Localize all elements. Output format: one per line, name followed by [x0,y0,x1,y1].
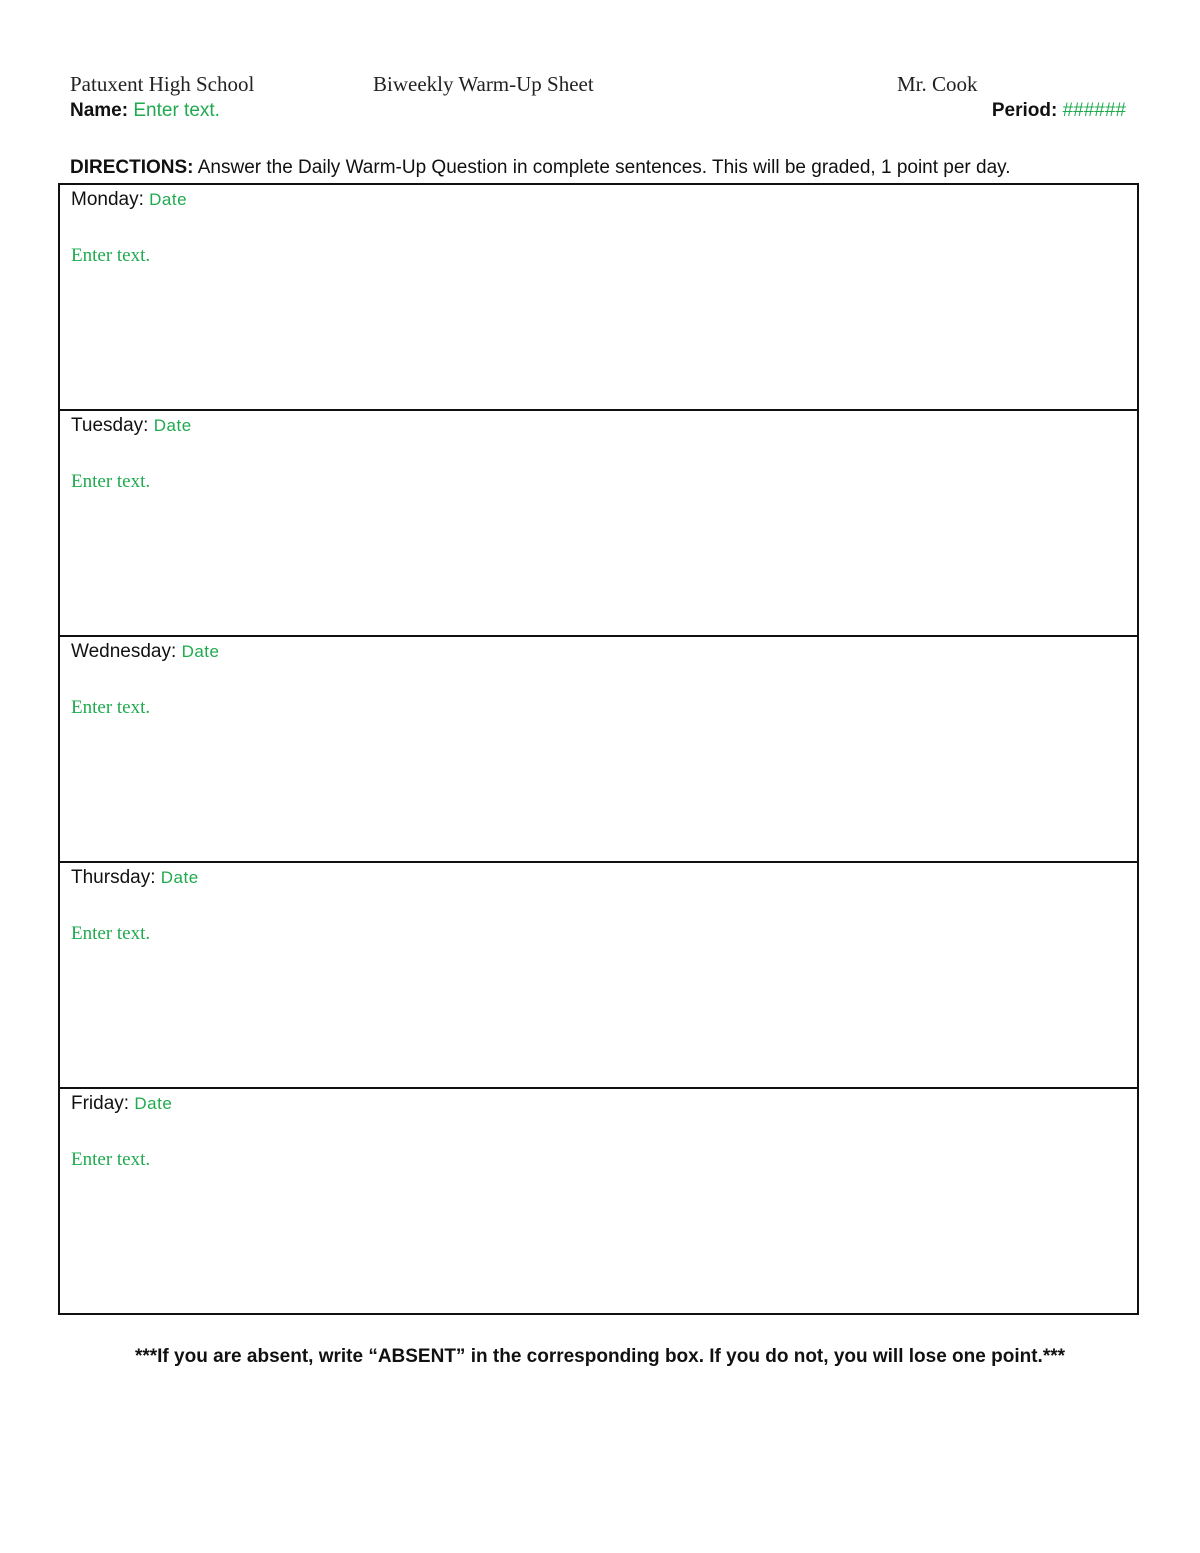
directions-label: DIRECTIONS: [70,157,194,178]
day-box-friday [60,1089,1137,1313]
period-label: Period: [991,100,1058,121]
answer-field[interactable]: Enter text. [71,471,151,492]
day-label: Tuesday: [71,415,149,436]
day-label: Thursday: [71,867,156,888]
day-label: Friday: [71,1093,130,1114]
day-box-wednesday [60,637,1137,863]
teacher-name: Mr. Cook [897,72,978,96]
day-header [71,1093,172,1115]
answer-field[interactable]: Enter text. [71,923,151,944]
date-field[interactable]: Date [181,642,220,661]
sheet-title: Biweekly Warm-Up Sheet [373,72,594,96]
period-row [992,100,1126,122]
name-field[interactable]: Enter text. [133,100,220,121]
day-header [71,189,187,211]
date-field[interactable]: Date [149,190,188,209]
date-field[interactable]: Date [153,416,192,435]
day-label: Wednesday: [71,641,177,662]
document-header [70,72,1130,100]
day-header [71,867,199,889]
warmup-table [58,183,1139,1315]
day-label: Monday: [71,189,144,210]
directions [70,157,1011,179]
name-row [70,100,220,122]
answer-field[interactable]: Enter text. [71,697,151,718]
absence-note: ***If you are absent, write “ABSENT” in the corresponding box. If you do not, you will lose one point.*** [134,1346,1066,1367]
name-label: Name: [70,100,129,121]
day-header [71,641,219,663]
directions-text: Answer the Daily Warm-Up Question in complete sentences. This will be graded, 1 point per day. [197,157,1011,178]
answer-field[interactable]: Enter text. [71,245,151,266]
day-box-tuesday [60,411,1137,637]
date-field[interactable]: Date [160,868,199,887]
answer-field[interactable]: Enter text. [71,1149,151,1170]
school-name: Patuxent High School [70,72,255,96]
day-box-thursday [60,863,1137,1089]
period-field[interactable]: ###### [1062,100,1126,121]
day-box-monday [60,185,1137,411]
date-field[interactable]: Date [134,1094,173,1113]
day-header [71,415,192,437]
